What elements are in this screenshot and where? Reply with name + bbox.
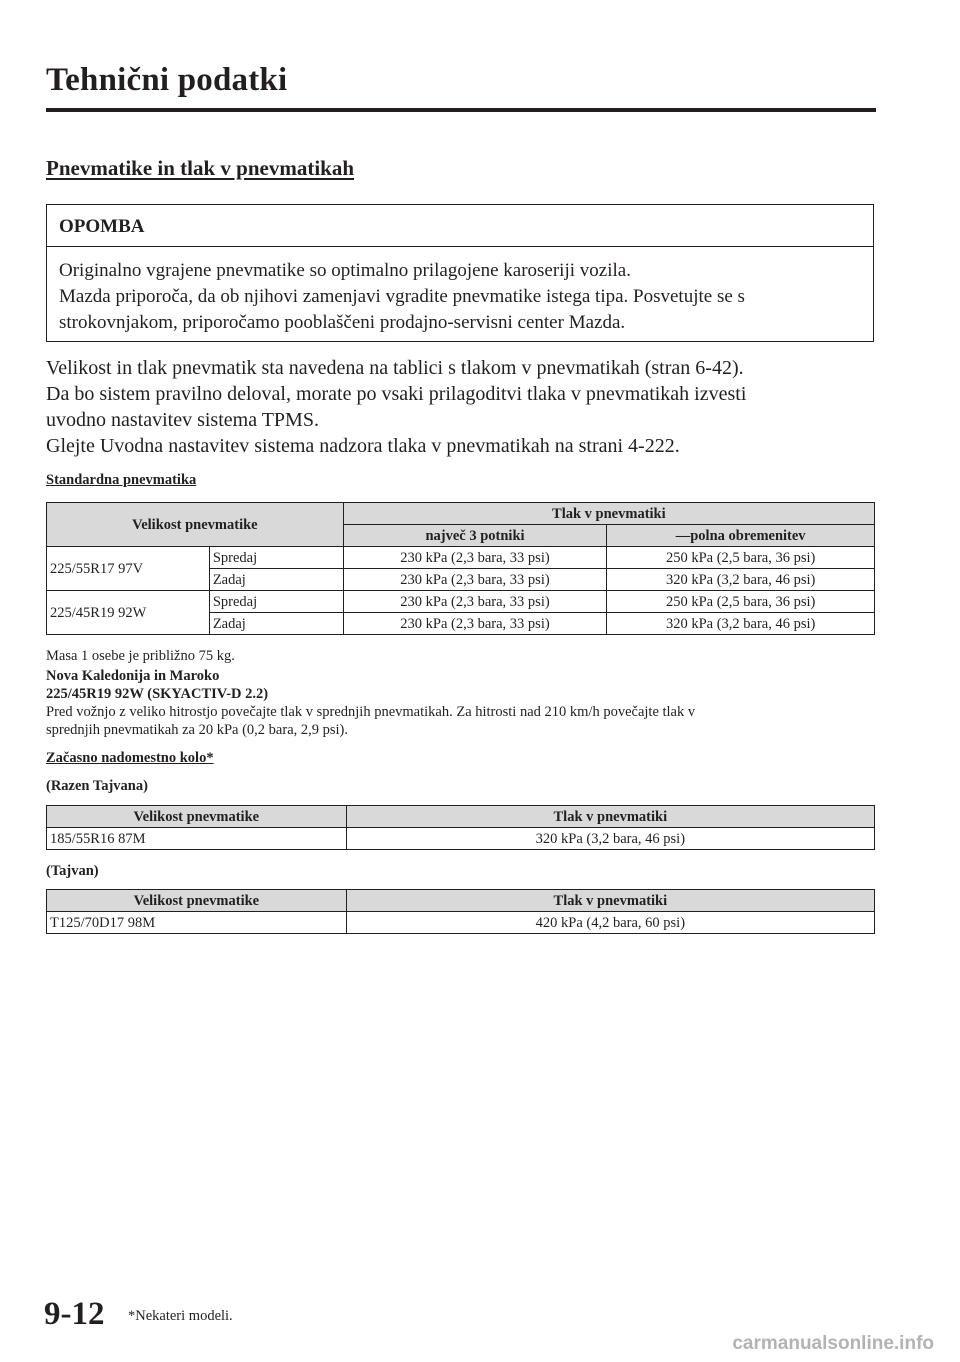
page-number: 9-12 [44,1296,105,1332]
header-pressure: Tlak v pnevmatiki [346,806,874,828]
table-row [47,591,875,613]
header-full-load: —polna obremenitev [607,525,875,547]
chapter-divider [46,108,876,112]
header-pressure: Tlak v pnevmatiki [346,890,874,912]
tire-size: 225/55R17 97V [47,547,210,591]
intro-line: Da bo sistem pravilno deloval, morate po vsaki prilagoditvi tlaka v pnevmatikah izvesti [46,383,747,405]
pressure-value: 230 kPa (2,3 bara, 33 psi) [343,547,607,569]
tire-size: 185/55R16 87M [47,828,347,850]
intro-line: Velikost in tlak pnevmatik sta navedena na tablici s tlakom v pnevmatikah (stran 6-42). [46,357,744,379]
axle-label: Spredaj [209,591,343,613]
watermark: carmanualsonline.info [732,1333,934,1354]
note-box [46,204,874,342]
header-pressure: Tlak v pnevmatiki [343,503,874,525]
table-header-row [47,806,875,828]
axle-label: Spredaj [209,547,343,569]
table-row [47,828,875,850]
spare-tire-heading: Začasno nadomestno kolo* [46,750,214,766]
table-row [47,912,875,934]
table-header-row [47,503,875,525]
intro-line: Glejte Uvodna nastavitev sistema nadzora tlaka v pnevmatikah na strani 4-222. [46,435,680,457]
section-title: Pnevmatike in tlak v pnevmatikah [46,156,355,180]
mass-note: Masa 1 osebe je približno 75 kg. [46,648,235,664]
spare-table-except-taiwan [46,805,875,850]
intro-line: uvodno nastavitev sistema TPMS. [46,409,319,431]
header-size: Velikost pnevmatike [47,806,347,828]
note-line: Originalno vgrajene pnevmatike so optimalno prilagojene karoseriji vozila. [59,260,631,281]
region-label: Nova Kaledonija in Maroko [46,668,220,684]
pressure-value: 250 kPa (2,5 bara, 36 psi) [607,591,875,613]
axle-label: Zadaj [209,569,343,591]
chapter-title: Tehnični podatki [46,62,288,98]
standard-tire-table [46,502,875,635]
spare-table-taiwan [46,889,875,934]
table-header-row [47,890,875,912]
speed-note-line: sprednjih pnevmatikah za 20 kPa (0,2 bara, 2,9 psi). [46,722,349,738]
header-size: Velikost pnevmatike [47,890,347,912]
table-row [47,547,875,569]
pressure-value: 320 kPa (3,2 bara, 46 psi) [607,569,875,591]
pressure-value: 230 kPa (2,3 bara, 33 psi) [343,591,607,613]
note-heading: OPOMBA [59,216,145,237]
tire-size: T125/70D17 98M [47,912,347,934]
pressure-value: 230 kPa (2,3 bara, 33 psi) [343,569,607,591]
pressure-value: 320 kPa (3,2 bara, 46 psi) [607,613,875,635]
note-line: Mazda priporoča, da ob njihovi zamenjavi vgradite pnevmatike istega tipa. Posvetujte se s [59,286,745,307]
note-header [47,205,873,247]
note-line: strokovnjakom, priporočamo pooblaščeni prodajno-servisni center Mazda. [59,312,626,333]
taiwan-label: (Tajvan) [46,863,99,879]
standard-tire-heading: Standardna pnevmatika [46,472,197,488]
tire-size: 225/45R19 92W [47,591,210,635]
pressure-value: 320 kPa (3,2 bara, 46 psi) [346,828,874,850]
speed-note-line: Pred vožnjo z veliko hitrostjo povečajte tlak v sprednjih pnevmatikah. Za hitrosti nad 210 km/h povečajte tlak v [46,704,696,720]
pressure-value: 230 kPa (2,3 bara, 33 psi) [343,613,607,635]
footnote: *Nekateri modeli. [128,1308,233,1324]
header-up-to-3: največ 3 potniki [343,525,607,547]
axle-label: Zadaj [209,613,343,635]
pressure-value: 420 kPa (4,2 bara, 60 psi) [346,912,874,934]
except-taiwan-label: (Razen Tajvana) [46,778,148,794]
header-size: Velikost pnevmatike [47,503,344,547]
model-label: 225/45R19 92W (SKYACTIV-D 2.2) [46,686,269,702]
pressure-value: 250 kPa (2,5 bara, 36 psi) [607,547,875,569]
